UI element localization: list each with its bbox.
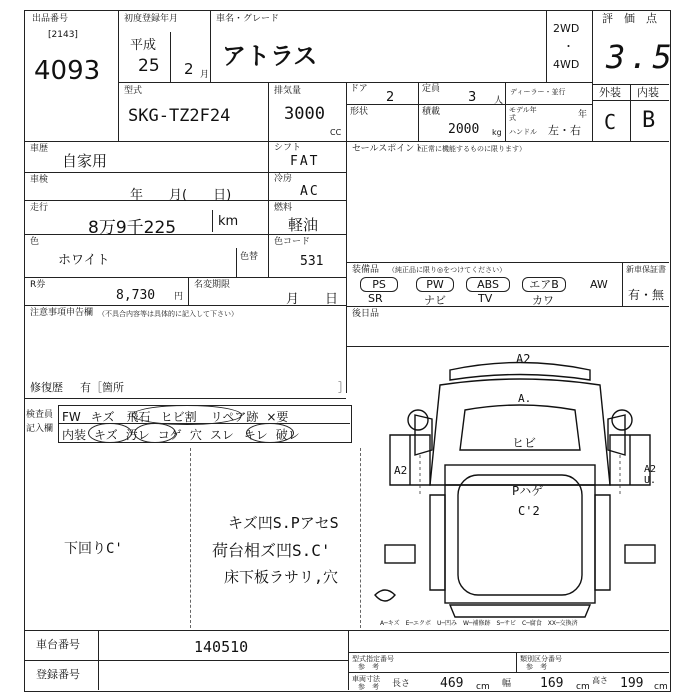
width-label: 幅 [502, 679, 512, 689]
width: 169 [540, 676, 564, 691]
notes-label: 注意事項申告欄 [30, 308, 94, 318]
chassis-number: 140510 [194, 638, 249, 656]
cm-2: cm [576, 682, 590, 692]
inspection-label: 車検 [30, 175, 49, 185]
model-label: 型式 [124, 86, 143, 96]
reg-month: 2 [184, 60, 194, 78]
inspector-label-2: 記入欄 [26, 424, 54, 434]
repair-close: ］ [338, 381, 349, 394]
warranty-label: 新車保証書 [626, 265, 666, 274]
car-name: アトラス [222, 42, 318, 70]
name-grade-label: 車名・グレード [216, 14, 280, 24]
shift: FAT [290, 154, 320, 169]
circle-mark-yogore [134, 423, 176, 443]
load: 2000 [448, 122, 480, 137]
inspector-label-1: 検査員 [26, 410, 54, 420]
length: 469 [440, 676, 464, 691]
note-left: 下回りC' [64, 541, 123, 557]
year-unit: 年 [578, 110, 588, 120]
repair-value: 有［箇所 [80, 381, 124, 394]
handle-label: ハンドル [509, 128, 537, 136]
equip-abs: ABS [466, 277, 510, 292]
model: SKG-TZ2F24 [128, 106, 231, 126]
equip-sr: SR [368, 292, 383, 305]
first-reg-label: 初度登録年月 [124, 14, 179, 24]
notes-hint: （不具合内容等は具体的に記入して下さい） [98, 310, 238, 318]
damage-legend: A─キズ E─エクボ U─凹み W─補修跡 S─サビ C─腐食 XX─交換済 [380, 620, 578, 627]
history: 自家用 [62, 152, 108, 170]
chassis-label: 車台番号 [36, 638, 80, 651]
drive-dot: ・ [563, 40, 574, 53]
interior-label: 内装 [637, 86, 659, 99]
height: 199 [620, 676, 644, 691]
equip-navi: ナビ [424, 294, 446, 307]
doors: 2 [386, 90, 395, 105]
equipment-label: 装備品 [352, 265, 380, 275]
lot-label: 出品番号 [32, 14, 69, 24]
reg-label: 登録番号 [36, 668, 80, 681]
exterior-label: 外装 [599, 86, 621, 99]
equip-tv: TV [478, 292, 493, 305]
note-1: キズ凹S.PアセS [228, 514, 339, 532]
shift-label: シフト [274, 143, 302, 153]
equip-ps: PS [360, 277, 398, 292]
load-label: 積載 [422, 107, 441, 117]
size-label: 車両寸法 [352, 675, 380, 683]
length-label: 長さ [392, 679, 411, 689]
warranty: 有・無 [628, 288, 665, 302]
cm-3: cm [654, 682, 668, 692]
rear-seat-label: 後日品 [352, 309, 380, 319]
drive-2wd: 2WD [553, 22, 580, 35]
lot-code: [2143] [48, 30, 78, 40]
diag-p-mark: Pハゲ [512, 484, 544, 498]
name-change: 月 日 [286, 292, 339, 307]
inspection: 年 月( 日) [130, 188, 232, 203]
mileage: 8万9千225 [88, 218, 177, 238]
circle-mark-hibi [132, 405, 242, 425]
repair-label: 修復歴 [30, 381, 63, 394]
displacement-label: 排気量 [274, 86, 302, 96]
recycle: 8,730 [116, 288, 156, 303]
mileage-label: 走行 [30, 203, 49, 213]
history-label: 車歴 [30, 144, 49, 154]
diag-top-mark: A2 [516, 352, 531, 366]
fuel-label: 燃料 [274, 203, 293, 213]
lot-number: 4093 [34, 56, 101, 86]
capacity: 3 [468, 90, 477, 105]
diag-hibi-mark: ヒビ [512, 436, 537, 450]
interior-grade: B [642, 108, 656, 133]
equip-pw: PW [416, 277, 454, 292]
drive-4wd: 4WD [553, 58, 580, 71]
ref2-label: 参 考 [526, 663, 547, 671]
note-2: 荷台相ズ凹S.C' [212, 541, 331, 560]
inspector-row-1: FW キズ 飛石 ヒビ割 リペア跡 ×要 [62, 410, 289, 424]
selling-label: セールスポイント [352, 144, 424, 154]
cat-label: 類別区分番号 [520, 655, 562, 663]
color-code: 531 [300, 254, 324, 269]
cc-unit: CC [330, 128, 342, 137]
spec-label: 型式指定番号 [352, 655, 394, 663]
model-year-label: モデル年式 [509, 106, 537, 122]
diag-left-mark: A2 [394, 464, 408, 477]
capacity-unit: 人 [494, 96, 504, 106]
month-unit: 月 [200, 70, 210, 80]
exterior-grade: C [604, 110, 617, 134]
equipment-hint: （純正品に限り◎をつけてください） [388, 266, 507, 274]
color-label: 色 [30, 237, 40, 247]
diag-right-mark: A2 U. [644, 464, 657, 486]
era: 平成 [130, 38, 157, 53]
dealer-label: ディーラー・並行 [510, 88, 566, 96]
recycle-label: R券 [30, 280, 46, 290]
height-label: 高さ [592, 676, 608, 685]
equip-leather: カワ [532, 294, 554, 307]
diag-a-mark: A. [518, 392, 532, 405]
note-3: 床下板ラサリ,穴 [224, 568, 339, 586]
name-change-label: 名変期限 [194, 280, 231, 290]
ac-label: 冷房 [274, 174, 293, 184]
displacement: 3000 [284, 104, 325, 124]
handle: 左・右 [548, 124, 581, 137]
color: ホワイト [58, 253, 110, 268]
ref3-label: 参 考 [358, 683, 379, 691]
fuel: 軽油 [288, 216, 319, 234]
kg-unit: kg [492, 128, 502, 137]
circle-mark-sure [246, 423, 294, 443]
score: 3.5 [606, 38, 676, 76]
recycle-unit: 円 [174, 292, 184, 302]
score-label: 評 価 点 [602, 12, 657, 25]
capacity-label: 定員 [422, 84, 441, 94]
ac: AC [300, 184, 320, 199]
reg-year: 25 [138, 56, 160, 76]
color-change-label: 色替 [240, 252, 259, 262]
circle-mark-kizu [88, 423, 132, 443]
equip-airbag: エアB [522, 277, 566, 292]
ref-label: 参 考 [358, 663, 379, 671]
selling-hint: （正常に機能するものに限ります） [414, 145, 526, 153]
shape-label: 形状 [350, 107, 369, 117]
equip-aw: AW [590, 278, 608, 291]
doors-label: ドア [350, 84, 368, 94]
cm-1: cm [476, 682, 490, 692]
inspector-row-2: 内装 キズ 汚レ コゲ 穴 スレ キレ 破レ [62, 428, 300, 442]
km-unit: km [218, 214, 239, 229]
color-code-label: 色コード [274, 237, 311, 247]
diag-c2-mark: C'2 [518, 504, 540, 518]
